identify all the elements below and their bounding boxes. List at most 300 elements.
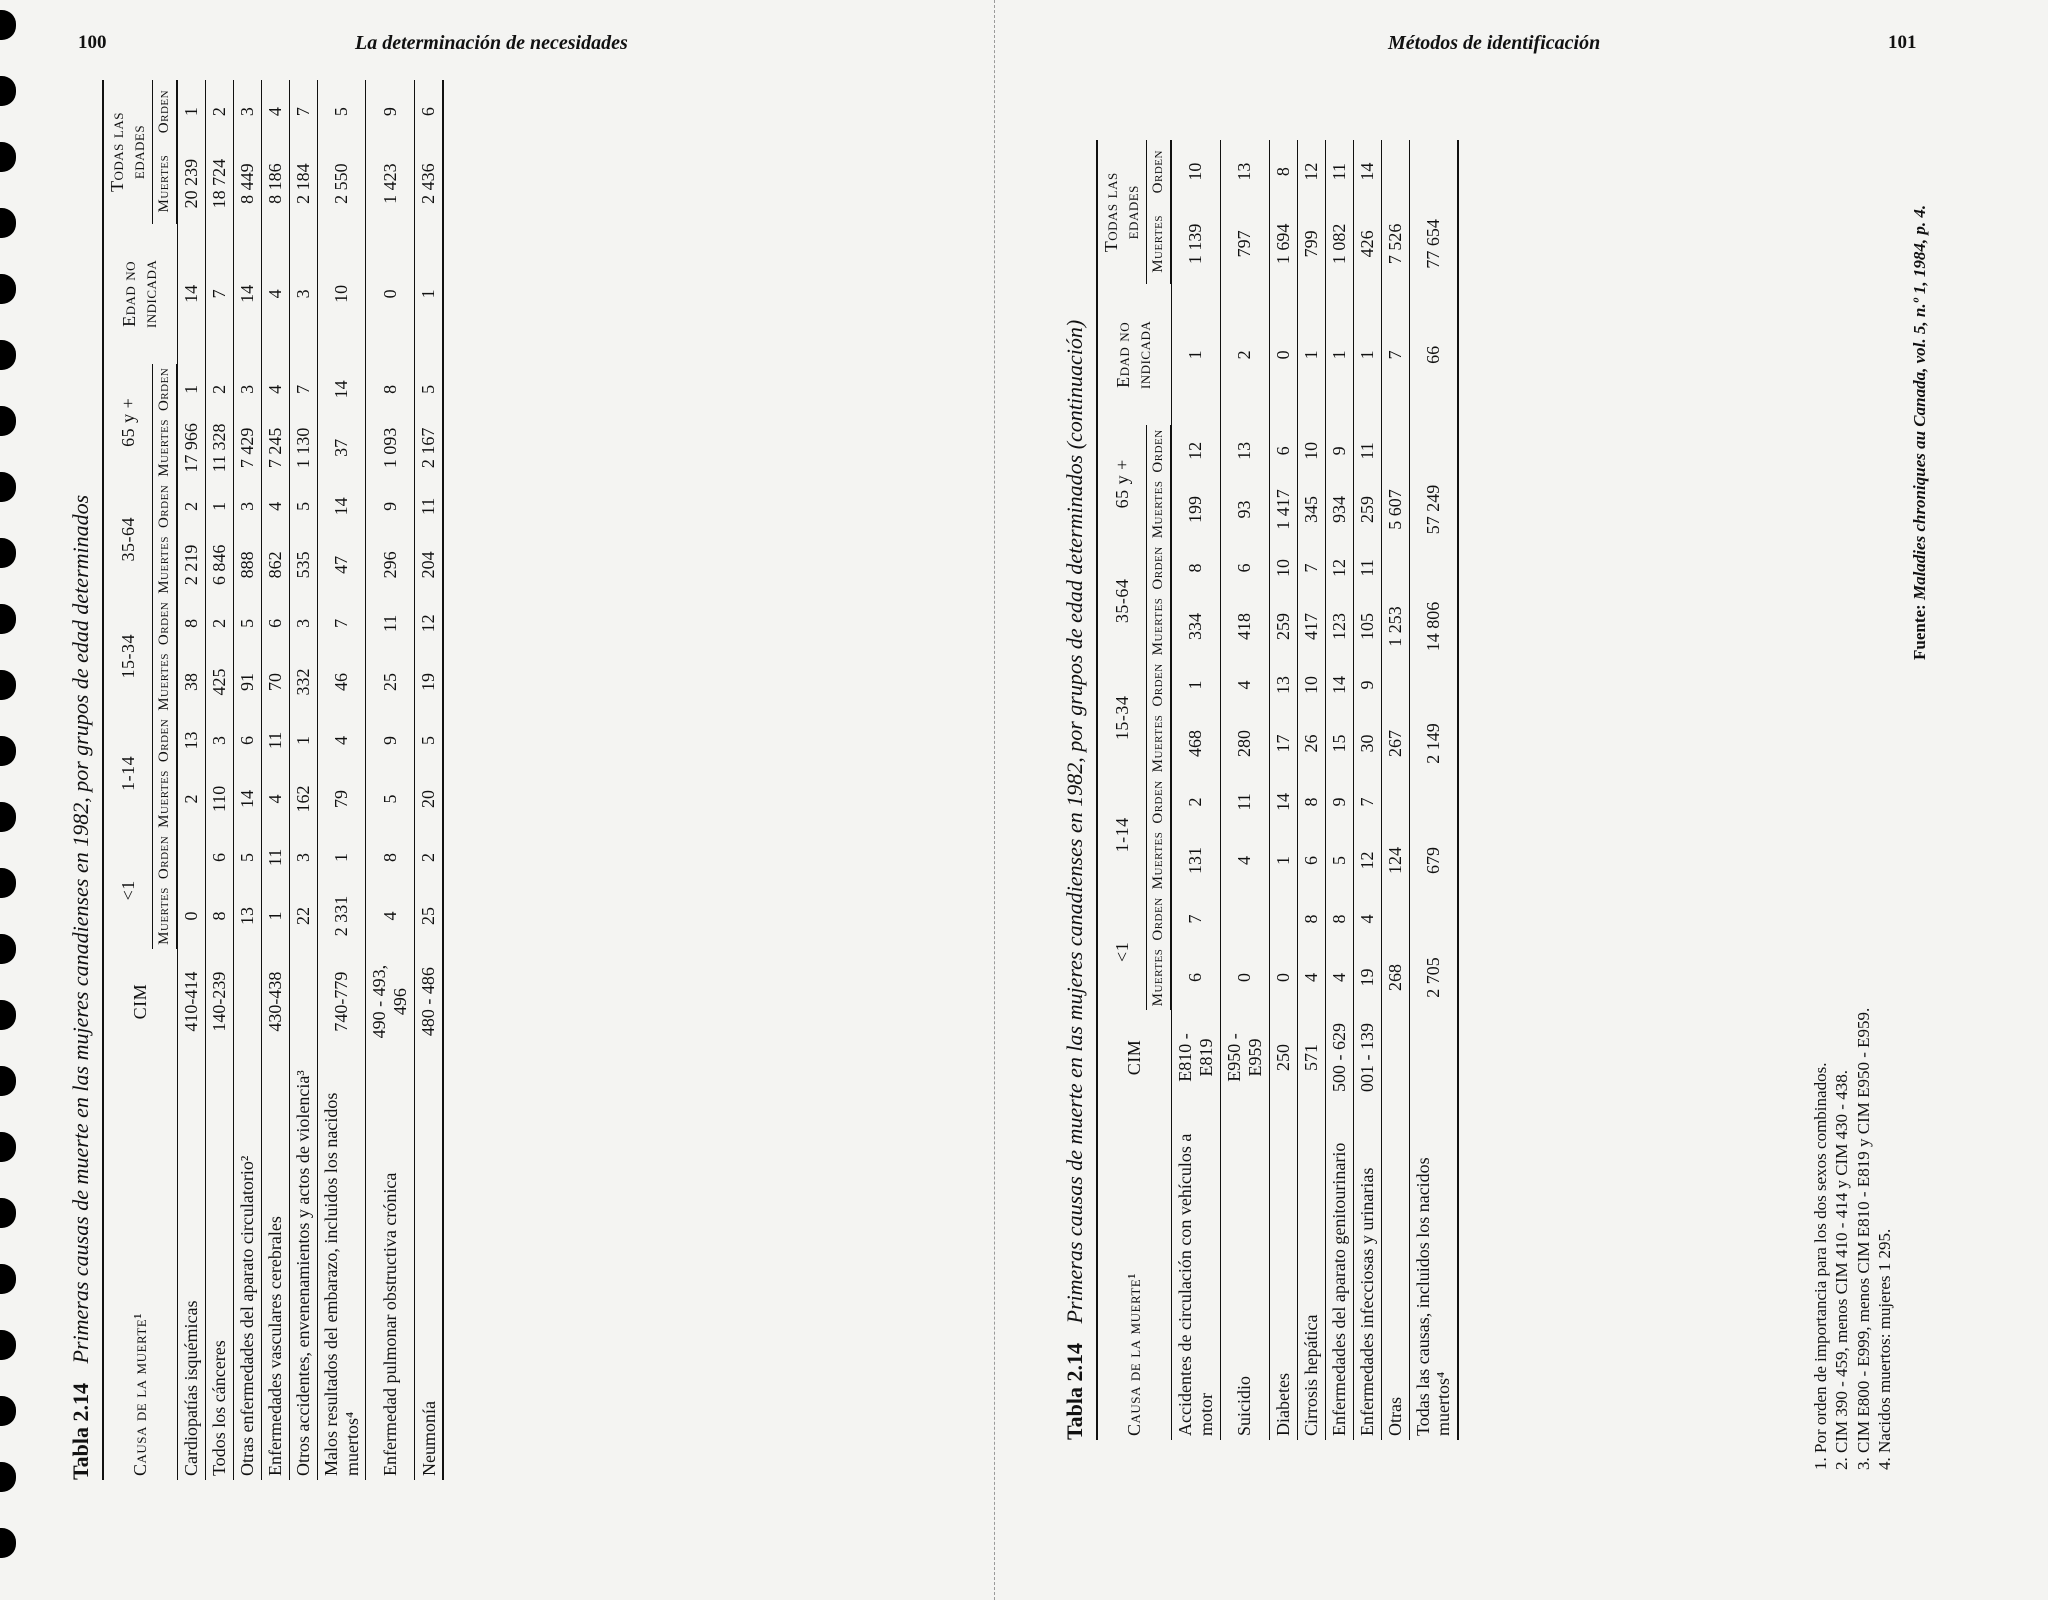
value-cell: 418 xyxy=(1220,594,1269,660)
value-cell: 345 xyxy=(1297,477,1325,543)
orden-header: Orden xyxy=(153,80,178,143)
value-cell xyxy=(1381,140,1409,203)
value-cell xyxy=(1409,542,1458,593)
value-cell: 1 xyxy=(318,832,366,883)
value-cell: 14 xyxy=(318,481,366,532)
binder-hole xyxy=(0,10,16,40)
muertes-header: Muertes xyxy=(153,415,178,481)
value-cell: 4 xyxy=(262,481,290,532)
value-cell xyxy=(1381,542,1409,593)
value-cell: 11 xyxy=(262,715,290,766)
value-cell: 13 xyxy=(1220,425,1269,476)
value-cell: 204 xyxy=(418,551,439,579)
value-cell: 4 xyxy=(1297,945,1325,1011)
value-cell: 13 xyxy=(234,883,262,949)
source-note xyxy=(1910,205,1930,660)
value-cell: 2 219 xyxy=(177,532,206,598)
value-cell xyxy=(1220,893,1269,944)
value-cell: 2 xyxy=(206,80,234,143)
value-cell: 4 xyxy=(1325,945,1353,1011)
value-cell xyxy=(1381,893,1409,944)
value-cell: 10 xyxy=(1297,425,1325,476)
value-cell: 2 xyxy=(418,852,439,862)
cim-cell xyxy=(1381,1010,1409,1104)
value-cell: 1 xyxy=(418,289,439,299)
muertes-header: Muertes xyxy=(1147,477,1172,543)
value-cell: 1 xyxy=(1325,285,1353,426)
age-group-header: <1 xyxy=(103,832,153,949)
value-cell: 13 xyxy=(177,715,206,766)
value-cell: 797 xyxy=(1220,203,1269,284)
binder-hole xyxy=(0,538,16,568)
value-cell: 1 253 xyxy=(1381,594,1409,660)
value-cell: 5 xyxy=(418,384,439,394)
binder-hole xyxy=(0,1528,16,1558)
value-cell: 123 xyxy=(1325,594,1353,660)
cause-cell: Enfermedad pulmonar obstructiva crónica xyxy=(366,1054,415,1480)
table-row xyxy=(234,80,262,1480)
value-cell: 10 xyxy=(1171,140,1220,203)
value-cell: 425 xyxy=(206,649,234,715)
muertes-header: Muertes xyxy=(1147,711,1172,777)
left-running-head: La determinación de necesidades xyxy=(355,32,628,54)
value-cell: 1 130 xyxy=(290,415,318,481)
binder-hole xyxy=(0,670,16,700)
value-cell: 3 xyxy=(290,832,318,883)
binder-hole xyxy=(0,142,16,172)
source-text: Maladies chroniques au Canada, vol. 5, n.º 1, 1984, p. 4. xyxy=(1910,204,1929,601)
value-cell: 4 xyxy=(1220,659,1269,710)
binder-hole xyxy=(0,1462,16,1492)
value-cell: 2 xyxy=(1220,285,1269,426)
value-cell: 888 xyxy=(234,532,262,598)
value-cell: 11 xyxy=(1353,425,1381,476)
cause-cell: Accidentes de circulación con vehículos a motor xyxy=(1171,1105,1220,1440)
table-row xyxy=(1325,140,1353,1440)
table-row xyxy=(1381,140,1409,1440)
orden-header: Orden xyxy=(1147,425,1172,476)
value-cell: 8 xyxy=(206,883,234,949)
value-cell: 679 xyxy=(1422,846,1443,874)
cim-cell: 571 xyxy=(1297,1010,1325,1104)
value-cell: 30 xyxy=(1353,711,1381,777)
age-group-header: 1-14 xyxy=(103,715,153,832)
orden-header: Orden xyxy=(153,715,178,766)
table-row xyxy=(1353,140,1381,1440)
value-cell: 1 xyxy=(290,715,318,766)
value-cell: 296 xyxy=(366,532,415,598)
left-table-panel xyxy=(68,80,444,1480)
left-page-number: 100 xyxy=(78,32,107,53)
binder-hole xyxy=(0,274,16,304)
value-cell: 1 xyxy=(177,80,206,143)
value-cell xyxy=(1409,425,1458,476)
value-cell: 13 xyxy=(1220,140,1269,203)
cim-cell: 140-239 xyxy=(206,949,234,1055)
value-cell: 14 xyxy=(234,766,262,832)
value-cell: 7 245 xyxy=(262,415,290,481)
value-cell: 0 xyxy=(1220,945,1269,1011)
value-cell: 12 xyxy=(1171,425,1220,476)
value-cell: 6 xyxy=(1297,828,1325,894)
binder-hole xyxy=(0,1396,16,1426)
value-cell xyxy=(1409,659,1458,710)
value-cell: 7 526 xyxy=(1381,203,1409,284)
orden-header: Orden xyxy=(1147,140,1172,203)
binder-hole xyxy=(0,1198,16,1228)
value-cell: 17 966 xyxy=(177,415,206,481)
muertes-header: Muertes xyxy=(153,532,178,598)
table-row xyxy=(1297,140,1325,1440)
footnote-1: 1. Por orden de importancia para los dos sexos combinados. xyxy=(1811,1062,1830,1470)
value-cell: 4 xyxy=(1353,893,1381,944)
value-cell: 131 xyxy=(1171,828,1220,894)
orden-header: Orden xyxy=(153,364,178,415)
value-cell: 1 xyxy=(1353,285,1381,426)
value-cell: 12 xyxy=(1325,542,1353,593)
value-cell: 4 xyxy=(366,883,415,949)
value-cell: 3 xyxy=(234,481,262,532)
table-row xyxy=(177,80,206,1480)
value-cell: 124 xyxy=(1381,828,1409,894)
cim-cell xyxy=(290,949,318,1055)
cause-cell: Otras enfermedades del aparato circulatorio² xyxy=(234,1054,262,1480)
value-cell: 6 xyxy=(1220,542,1269,593)
footnote-4: 4. Nacidos muertos: mujeres 1 295. xyxy=(1874,1228,1894,1470)
age-group-header: 15-34 xyxy=(1097,659,1147,776)
value-cell: 4 xyxy=(318,715,366,766)
cause-cell: Malos resultados del embarazo, incluidos los nacidos muertos⁴ xyxy=(318,1054,366,1480)
footnote-3: 3. CIM E800 - E999, menos CIM E810 - E819 y CIM E950 - E959. xyxy=(1853,1007,1873,1470)
value-cell xyxy=(1409,893,1458,944)
value-cell: 38 xyxy=(177,649,206,715)
binder-hole xyxy=(0,604,16,634)
orden-header: Orden xyxy=(1147,776,1172,827)
right-running-head: Métodos de identificación xyxy=(1388,32,1601,54)
value-cell: 2 xyxy=(206,598,234,649)
value-cell: 2 331 xyxy=(318,883,366,949)
cause-cell: Cardiopatías isquémicas xyxy=(177,1054,206,1480)
value-cell: 2 xyxy=(1171,776,1220,827)
cause-header: Causa de la muerte¹ xyxy=(103,1054,177,1480)
value-cell: 11 xyxy=(1220,776,1269,827)
cim-cell: 500 - 629 xyxy=(1325,1010,1353,1104)
muertes-header: Muertes xyxy=(153,649,178,715)
value-cell: 19 xyxy=(1353,945,1381,1011)
value-cell: 1 423 xyxy=(366,143,415,224)
cim-cell: 480 - 486 xyxy=(418,967,439,1037)
table-row xyxy=(206,80,234,1480)
value-cell: 8 xyxy=(1171,542,1220,593)
cim-header: CIM xyxy=(103,949,177,1055)
binder-spine xyxy=(0,0,26,1600)
value-cell: 259 xyxy=(1269,594,1297,660)
value-cell: 1 xyxy=(206,481,234,532)
muertes-header: Muertes xyxy=(1147,594,1172,660)
value-cell xyxy=(1381,425,1409,476)
value-cell: 1 694 xyxy=(1269,203,1297,284)
value-cell: 9 xyxy=(366,715,415,766)
value-cell: 9 xyxy=(1325,425,1353,476)
value-cell: 268 xyxy=(1381,945,1409,1011)
cim-cell: 490 - 493, 496 xyxy=(366,949,415,1055)
value-cell: 2 xyxy=(177,766,206,832)
value-cell: 1 093 xyxy=(366,415,415,481)
muertes-header: Muertes xyxy=(1147,828,1172,894)
cim-cell xyxy=(234,949,262,1055)
value-cell: 14 xyxy=(177,224,206,364)
value-cell: 14 xyxy=(234,224,262,364)
value-cell: 110 xyxy=(206,766,234,832)
table-row xyxy=(290,80,318,1480)
cim-cell: 740-779 xyxy=(318,949,366,1055)
age-group-header: 35-64 xyxy=(103,481,153,598)
value-cell: 799 xyxy=(1297,203,1325,284)
value-cell: 162 xyxy=(290,766,318,832)
value-cell: 14 xyxy=(1269,776,1297,827)
value-cell: 10 xyxy=(318,224,366,364)
cim-cell: E810 - E819 xyxy=(1171,1010,1220,1104)
value-cell: 3 xyxy=(206,715,234,766)
value-cell: 7 xyxy=(206,224,234,364)
value-cell: 25 xyxy=(418,906,439,925)
age-group-header: Todas las edades xyxy=(103,80,153,224)
value-cell: 1 xyxy=(1269,828,1297,894)
binder-hole xyxy=(0,1264,16,1294)
binder-hole xyxy=(0,208,16,238)
footnotes xyxy=(1810,910,1895,1470)
binder-hole xyxy=(0,1330,16,1360)
value-cell: 7 429 xyxy=(234,415,262,481)
footnote-2: 2. CIM 390 - 459, menos CIM 410 - 414 y CIM 430 - 438. xyxy=(1832,1070,1852,1470)
cause-header: Causa de la muerte¹ xyxy=(1097,1105,1171,1440)
value-cell: 14 xyxy=(318,364,366,415)
value-cell: 535 xyxy=(290,532,318,598)
value-cell: 7 xyxy=(1381,285,1409,426)
right-data-table xyxy=(1096,140,1459,1440)
cause-cell: Enfermedades del aparato genitourinario xyxy=(1325,1105,1353,1440)
value-cell: 862 xyxy=(262,532,290,598)
table-row xyxy=(262,80,290,1480)
value-cell: 7 xyxy=(318,598,366,649)
binder-hole xyxy=(0,1132,16,1162)
binder-hole xyxy=(0,868,16,898)
value-cell: 1 082 xyxy=(1325,203,1353,284)
value-cell: 10 xyxy=(1269,542,1297,593)
value-cell: 14 806 xyxy=(1422,601,1443,652)
value-cell: 5 xyxy=(234,598,262,649)
value-cell: 11 xyxy=(1325,140,1353,203)
cause-cell: Enfermedades infecciosas y urinarias xyxy=(1353,1105,1381,1440)
value-cell: 5 xyxy=(1325,828,1353,894)
cim-cell xyxy=(1409,1010,1458,1104)
orden-header: Orden xyxy=(1147,542,1172,593)
cause-cell: Cirrosis hepática xyxy=(1297,1105,1325,1440)
value-cell: 6 xyxy=(1269,425,1297,476)
value-cell: 0 xyxy=(1269,285,1297,426)
value-cell: 7 xyxy=(290,364,318,415)
value-cell: 11 xyxy=(262,832,290,883)
value-cell: 468 xyxy=(1171,711,1220,777)
orden-header: Orden xyxy=(1147,893,1172,944)
age-group-header: Edad no indicada xyxy=(1097,285,1171,426)
value-cell: 4 xyxy=(262,224,290,364)
table-row xyxy=(1409,140,1458,1440)
value-cell: 8 xyxy=(1325,893,1353,944)
cause-cell: Todos los cánceres xyxy=(206,1054,234,1480)
value-cell: 1 417 xyxy=(1269,477,1297,543)
value-cell: 18 724 xyxy=(206,143,234,224)
value-cell: 8 xyxy=(1269,140,1297,203)
value-cell: 4 xyxy=(1220,828,1269,894)
cim-cell: 001 - 139 xyxy=(1353,1010,1381,1104)
value-cell: 9 xyxy=(1353,659,1381,710)
value-cell: 47 xyxy=(318,532,366,598)
orden-header: Orden xyxy=(153,598,178,649)
value-cell: 12 xyxy=(1353,828,1381,894)
value-cell: 5 607 xyxy=(1381,477,1409,543)
binder-hole xyxy=(0,406,16,436)
value-cell: 91 xyxy=(234,649,262,715)
value-cell: 10 xyxy=(1297,659,1325,710)
value-cell: 6 xyxy=(206,832,234,883)
cause-cell: Otros accidentes, envenenamientos y actos de violencia³ xyxy=(290,1054,318,1480)
value-cell: 25 xyxy=(366,649,415,715)
value-cell: 334 xyxy=(1171,594,1220,660)
cause-cell: Diabetes xyxy=(1269,1105,1297,1440)
value-cell: 8 449 xyxy=(234,143,262,224)
value-cell: 4 xyxy=(262,766,290,832)
value-cell: 57 249 xyxy=(1422,484,1443,535)
age-group-header: Todas las edades xyxy=(1097,140,1147,285)
age-group-header: Edad no indicada xyxy=(103,224,177,364)
left-table-title xyxy=(68,80,94,1480)
value-cell: 7 xyxy=(1353,776,1381,827)
value-cell: 417 xyxy=(1297,594,1325,660)
value-cell: 13 xyxy=(1269,659,1297,710)
value-cell: 14 xyxy=(1325,659,1353,710)
value-cell: 2 705 xyxy=(1422,957,1443,998)
value-cell: 4 xyxy=(262,364,290,415)
cause-cell: Suicidio xyxy=(1220,1105,1269,1440)
value-cell: 0 xyxy=(366,224,415,364)
muertes-header: Muertes xyxy=(153,766,178,832)
right-table-label: Tabla 2.14 xyxy=(1062,1342,1087,1440)
value-cell: 2 184 xyxy=(290,143,318,224)
value-cell: 0 xyxy=(1269,945,1297,1011)
orden-header: Orden xyxy=(153,832,178,883)
value-cell: 3 xyxy=(290,224,318,364)
age-group-header: 65 y + xyxy=(1097,425,1147,542)
table-row xyxy=(1269,140,1297,1440)
value-cell: 9 xyxy=(366,481,415,532)
cim-header: CIM xyxy=(1097,1010,1171,1104)
value-cell: 332 xyxy=(290,649,318,715)
muertes-header: Muertes xyxy=(1147,203,1172,284)
value-cell: 66 xyxy=(1422,345,1443,364)
value-cell: 426 xyxy=(1353,203,1381,284)
value-cell xyxy=(1269,893,1297,944)
value-cell: 6 846 xyxy=(206,532,234,598)
value-cell: 8 xyxy=(366,364,415,415)
value-cell: 1 xyxy=(1297,285,1325,426)
binder-hole xyxy=(0,340,16,370)
table-row xyxy=(366,80,415,1480)
cause-cell: Otras xyxy=(1381,1105,1409,1440)
value-cell: 2 xyxy=(206,364,234,415)
value-cell: 1 xyxy=(1171,285,1220,426)
value-cell: 280 xyxy=(1220,711,1269,777)
value-cell: 6 xyxy=(234,715,262,766)
value-cell: 19 xyxy=(418,672,439,691)
value-cell: 5 xyxy=(234,832,262,883)
cause-cell: Enfermedades vasculares cerebrales xyxy=(262,1054,290,1480)
right-page-number: 101 xyxy=(1888,32,1917,53)
left-data-table xyxy=(102,80,444,1480)
value-cell: 9 xyxy=(1325,776,1353,827)
value-cell: 0 xyxy=(177,883,206,949)
value-cell: 2 550 xyxy=(318,143,366,224)
cause-cell: Neumonía xyxy=(418,1401,439,1476)
page-gutter xyxy=(994,0,995,1600)
value-cell: 46 xyxy=(318,649,366,715)
value-cell: 8 186 xyxy=(262,143,290,224)
age-group-header: 15-34 xyxy=(103,598,153,715)
value-cell: 11 xyxy=(418,497,439,516)
age-group-header: 35-64 xyxy=(1097,542,1147,659)
cim-cell: 410-414 xyxy=(177,949,206,1055)
binder-hole xyxy=(0,1000,16,1030)
binder-hole xyxy=(0,1066,16,1096)
value-cell: 20 xyxy=(418,789,439,808)
value-cell: 79 xyxy=(318,766,366,832)
value-cell: 7 xyxy=(1297,542,1325,593)
value-cell: 26 xyxy=(1297,711,1325,777)
value-cell: 259 xyxy=(1353,477,1381,543)
value-cell: 14 xyxy=(1353,140,1381,203)
value-cell: 5 xyxy=(418,735,439,745)
value-cell: 11 328 xyxy=(206,415,234,481)
right-table-caption: Primeras causas de muerte en las mujeres canadienses en 1982, por grupos de edad determinados (continuación) xyxy=(1062,319,1087,1324)
value-cell: 8 xyxy=(177,598,206,649)
value-cell xyxy=(1409,140,1458,203)
muertes-header: Muertes xyxy=(1147,945,1172,1011)
binder-hole xyxy=(0,472,16,502)
value-cell: 5 xyxy=(290,481,318,532)
value-cell: 3 xyxy=(234,80,262,143)
binder-hole xyxy=(0,934,16,964)
value-cell: 2 436 xyxy=(418,163,439,204)
value-cell xyxy=(1381,776,1409,827)
value-cell: 6 xyxy=(418,107,439,117)
cause-cell: Todas las causas, incluidos los nacidos muertos⁴ xyxy=(1412,1157,1454,1436)
value-cell: 105 xyxy=(1353,594,1381,660)
left-table-label: Tabla 2.14 xyxy=(68,1382,93,1480)
value-cell: 7 xyxy=(290,80,318,143)
value-cell: 6 xyxy=(262,598,290,649)
muertes-header: Muertes xyxy=(153,143,178,224)
value-cell xyxy=(1381,659,1409,710)
value-cell: 7 xyxy=(1171,893,1220,944)
orden-header: Orden xyxy=(153,481,178,532)
binder-hole xyxy=(0,76,16,106)
orden-header: Orden xyxy=(1147,659,1172,710)
table-row xyxy=(415,80,444,1480)
value-cell: 3 xyxy=(290,598,318,649)
value-cell: 1 xyxy=(177,364,206,415)
value-cell: 1 139 xyxy=(1171,203,1220,284)
age-group-header: <1 xyxy=(1097,893,1147,1010)
